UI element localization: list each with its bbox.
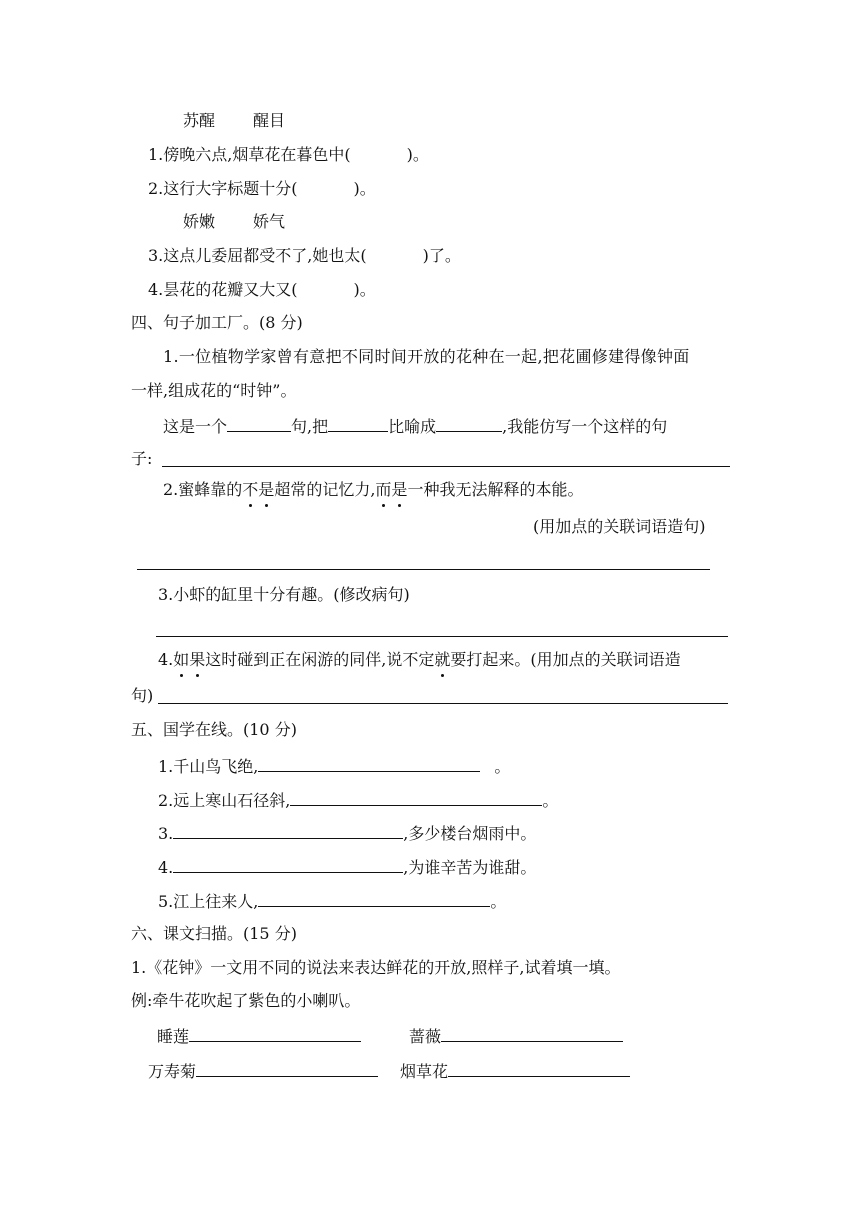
word-choice-2a: 娇嫩 <box>183 212 216 231</box>
section-4-title: 四、句子加工厂。(8 分) <box>131 313 303 332</box>
sentence-end: )。 <box>353 179 376 198</box>
q-text: 4. <box>158 650 174 669</box>
word-choice-1a: 苏醒 <box>183 111 216 130</box>
poem-text: 5.江上往来人, <box>158 892 259 911</box>
s4-q1-line2: 一样,组成花的“时钟”。 <box>131 381 297 400</box>
q-text: 要打起来。(用加点的关联词语造 <box>450 650 681 669</box>
flower-item-4 <box>400 1060 630 1082</box>
flower-item-3 <box>148 1060 378 1082</box>
flower-item-1 <box>157 1025 361 1047</box>
poem-text: 3. <box>158 824 174 843</box>
flower-label: 烟草花 <box>400 1062 449 1081</box>
s4-q1-line1: 1.一位植物学家曾有意把不同时间开放的花种在一起,把花圃修建得像钟面 <box>163 347 690 366</box>
fill-text: 比喻成 <box>388 417 437 436</box>
sentence-text: 4.昙花的花瓣又大又( <box>148 280 298 299</box>
poem-text: 2.远上寒山石径斜, <box>158 791 291 810</box>
poem-end: ,为谁辛苦为谁甜。 <box>403 858 537 877</box>
q-text: 这时碰到正在闲游的同伴,说不定 <box>205 650 435 669</box>
blank[interactable] <box>196 1060 378 1077</box>
poem-line-2 <box>158 789 558 811</box>
flower-label: 睡莲 <box>157 1027 190 1046</box>
s4-q2 <box>163 480 583 500</box>
poem-end: 。 <box>490 892 507 911</box>
dotted-char: 果 <box>189 650 206 669</box>
flower-label: 万寿菊 <box>148 1062 197 1081</box>
sentence-end: )了。 <box>422 246 461 265</box>
s4-q1-fill-end: 子: <box>131 449 153 468</box>
sentence-end: )。 <box>353 280 376 299</box>
section-5-title: 五、国学在线。(10 分) <box>131 720 297 739</box>
blank-subject[interactable] <box>328 415 388 432</box>
blank[interactable] <box>441 1025 623 1042</box>
fill-text: 这是一个 <box>163 417 228 436</box>
poem-end: ,多少楼台烟雨中。 <box>403 824 537 843</box>
blank[interactable] <box>173 822 403 839</box>
dotted-char: 就 <box>434 650 451 669</box>
sentence-text: 2.这行大字标题十分( <box>148 179 298 198</box>
blank[interactable] <box>258 755 480 772</box>
poem-end: 。 <box>542 791 559 810</box>
dotted-char: 是 <box>391 480 408 499</box>
s6-example: 例:牵牛花吹起了紫色的小喇叭。 <box>131 991 361 1010</box>
q-text: 一种我无法解释的本能。 <box>407 480 584 499</box>
poem-line-4 <box>158 856 536 878</box>
blank[interactable] <box>173 856 403 873</box>
sentence-end: )。 <box>406 145 429 164</box>
sentence-text: 1.傍晚六点,烟草花在暮色中( <box>148 145 351 164</box>
dotted-char: 而 <box>375 480 392 499</box>
fill-sentence-2 <box>148 179 376 199</box>
s4-q1-fill <box>163 415 667 437</box>
answer-line[interactable] <box>158 703 728 704</box>
answer-line[interactable] <box>137 569 710 570</box>
blank-object[interactable] <box>436 415 502 432</box>
blank[interactable] <box>258 890 490 907</box>
dotted-char: 不 <box>242 480 259 499</box>
poem-line-3 <box>158 822 536 844</box>
poem-line-1 <box>158 755 510 777</box>
answer-line[interactable] <box>162 466 730 467</box>
flower-item-2 <box>409 1025 623 1047</box>
sentence-text: 3.这点儿委屈都受不了,她也太( <box>148 246 367 265</box>
dotted-char: 如 <box>173 650 190 669</box>
blank[interactable] <box>448 1060 630 1077</box>
section-6-title: 六、课文扫描。(15 分) <box>131 924 297 943</box>
s6-q1: 1.《花钟》一文用不同的说法来表达鲜花的开放,照样子,试着填一填。 <box>131 958 621 977</box>
fill-sentence-4 <box>148 280 376 300</box>
dotted-char: 是 <box>258 480 275 499</box>
word-choice-1b: 醒目 <box>253 111 286 130</box>
s4-q4-end: 句) <box>131 686 154 705</box>
blank[interactable] <box>189 1025 361 1042</box>
answer-line[interactable] <box>156 636 728 637</box>
s4-q3: 3.小虾的缸里十分有趣。(修改病句) <box>158 585 410 604</box>
blank-sentence-type[interactable] <box>227 415 291 432</box>
fill-sentence-1 <box>148 145 429 165</box>
flower-label: 蔷薇 <box>409 1027 442 1046</box>
fill-sentence-3 <box>148 246 461 266</box>
blank[interactable] <box>290 789 542 806</box>
q-text: 超常的记忆力, <box>274 480 376 499</box>
s4-q2-note: (用加点的关联词语造句) <box>533 517 706 536</box>
poem-line-5 <box>158 890 506 912</box>
q-text: 2.蜜蜂靠的 <box>163 480 243 499</box>
poem-text: 1.千山鸟飞绝, <box>158 757 259 776</box>
fill-text: 句,把 <box>291 417 329 436</box>
word-choice-2b: 娇气 <box>253 212 286 231</box>
poem-text: 4. <box>158 858 174 877</box>
poem-end: 。 <box>494 757 511 776</box>
s4-q4 <box>158 650 681 670</box>
fill-text: ,我能仿写一个这样的句 <box>502 417 668 436</box>
